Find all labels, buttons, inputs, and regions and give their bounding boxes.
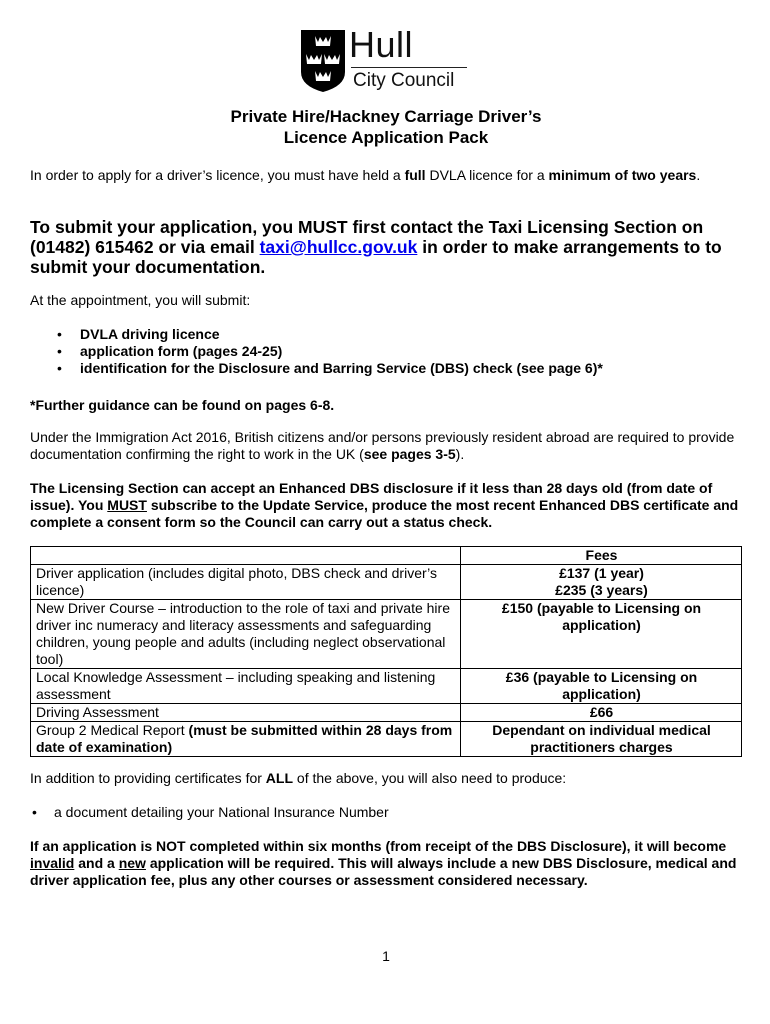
- appointment-intro: At the appointment, you will submit:: [30, 292, 251, 308]
- list-item: • DVLA driving licence: [30, 326, 742, 343]
- page-number: 1: [382, 948, 390, 964]
- logo-name: Hull: [349, 24, 414, 65]
- additional-text-1: In addition to providing certificates for: [30, 770, 266, 786]
- fee-value-line: £235 (3 years): [555, 582, 648, 598]
- fee-item: [31, 722, 461, 757]
- table-row: [31, 600, 742, 669]
- email-link[interactable]: taxi@hullcc.gov.uk: [259, 237, 418, 257]
- warning-text-3: application will be required. This will always include a new DBS Disclosure, medical and driver application fee, plus any other courses or assessment considered necessary.: [30, 855, 737, 888]
- further-guidance-note: *Further guidance can be found on pages 6-8.: [30, 397, 335, 413]
- hull-city-council-logo: [301, 24, 471, 94]
- fee-value: £36 (payable to Licensing on application): [461, 669, 742, 704]
- dbs-paragraph: [30, 480, 742, 531]
- submit-text-2: in order to make arrangements to to submit your documentation.: [30, 237, 722, 277]
- fee-value: £66: [461, 704, 742, 722]
- intro-text-2: DVLA licence for a: [425, 167, 549, 183]
- crowns-shield-icon: [301, 30, 345, 92]
- fees-table: [30, 546, 742, 757]
- intro-text-1: In order to apply for a driver’s licence, you must have held a: [30, 167, 405, 183]
- additional-paragraph: [30, 770, 742, 787]
- warning-invalid: invalid: [30, 855, 75, 871]
- fee-item: Local Knowledge Assessment – including speaking and listening assessment: [31, 669, 461, 704]
- additional-text-2: of the above, you will also need to produce:: [293, 770, 567, 786]
- fee-item: Driver application (includes digital photo, DBS check and driver’s licence): [31, 565, 461, 600]
- submit-text-1: To submit your application, you MUST first contact the Taxi Licensing Section on (01482) 615462 or via email: [30, 217, 704, 257]
- warning-text-2: and a: [74, 855, 119, 871]
- warning-text-1: If an application is NOT completed within six months (from receipt of the DBS Disclosure), it will become: [30, 838, 727, 854]
- list-item: • identification for the Disclosure and Barring Service (DBS) check (see page 6)*: [30, 360, 742, 377]
- table-row: [31, 669, 742, 704]
- table-row: [31, 704, 742, 722]
- warning-paragraph: [30, 838, 742, 889]
- intro-text-3: .: [696, 167, 701, 183]
- dbs-text-1: The Licensing Section can accept an Enhanced DBS disclosure if it less than 28 days old (from date of issue). You: [30, 480, 713, 513]
- fee-value: Dependant on individual medical practitioners charges: [461, 722, 742, 757]
- list-item: • a document detailing your National Insurance Number: [30, 804, 742, 821]
- logo-subname: City Council: [353, 70, 455, 91]
- immigration-pages-ref: see pages 3-5: [363, 446, 456, 462]
- immigration-paragraph: [30, 429, 742, 463]
- title-line-1: Private Hire/Hackney Carriage Driver’s: [230, 107, 542, 126]
- fee-item: New Driver Course – introduction to the role of taxi and private hire driver inc numeracy and literacy assessments and safeguarding children, young people and adults (including neglect observational tool): [31, 600, 461, 669]
- fee-value-line: £137 (1 year): [559, 565, 644, 581]
- fee-item-bold: (must be submitted within 28 days from date of examination): [36, 722, 453, 755]
- dbs-must: MUST: [107, 497, 147, 513]
- table-header-row: [31, 547, 742, 565]
- title-line-2: Licence Application Pack: [283, 128, 489, 147]
- warning-new: new: [118, 855, 146, 871]
- table-row: [31, 722, 742, 757]
- list-item: • application form (pages 24-25): [30, 343, 742, 360]
- table-row: [31, 565, 742, 600]
- immigration-text-1: Under the Immigration Act 2016, British citizens and/or persons previously resident abroad are required to provide documentation confirming the right to work in the UK (: [30, 429, 735, 462]
- dbs-text-2: subscribe to the Update Service, produce the most recent Enhanced DBS certificate and complete a consent form so the Council can carry out a status check.: [30, 497, 739, 530]
- fee-item: Driving Assessment: [31, 704, 461, 722]
- fee-item-text: Group 2 Medical Report: [36, 722, 189, 738]
- intro-paragraph: [30, 167, 742, 184]
- page-title: [30, 106, 742, 148]
- logo-rule: [351, 67, 467, 68]
- additional-bold-all: ALL: [265, 770, 294, 786]
- intro-bold-full: full: [404, 167, 426, 183]
- fee-value: £150 (payable to Licensing on application): [461, 600, 742, 669]
- fees-header: Fees: [461, 547, 742, 565]
- submit-list: [30, 326, 742, 377]
- immigration-text-2: ).: [455, 446, 465, 462]
- table-header-empty-cell: [31, 547, 461, 565]
- intro-bold-minimum: minimum of two years: [548, 167, 697, 183]
- submit-instructions: [30, 217, 742, 277]
- fee-value: [461, 565, 742, 600]
